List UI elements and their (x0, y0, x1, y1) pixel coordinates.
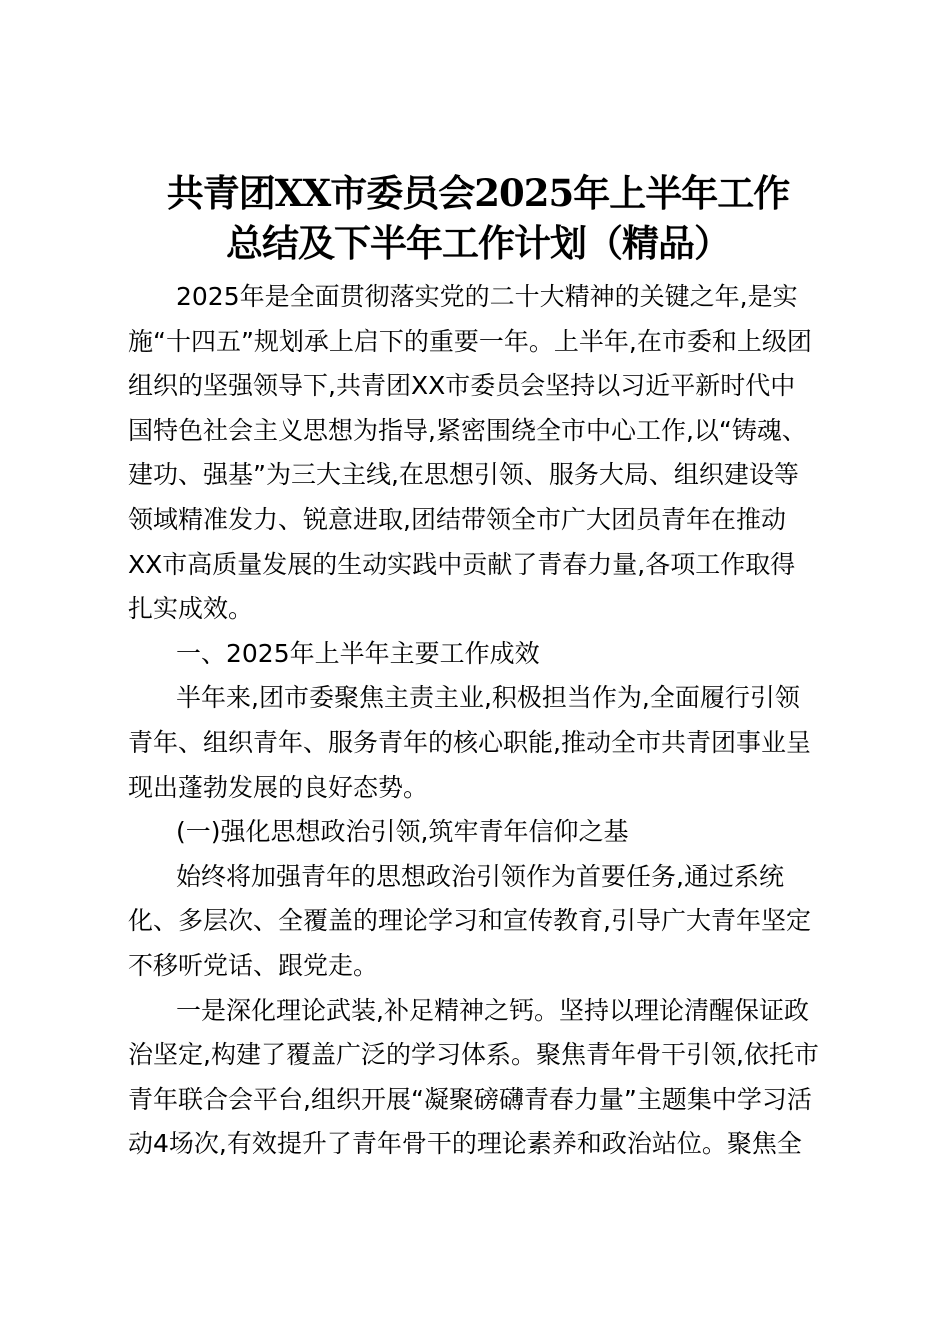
section-heading (128, 810, 828, 855)
text-line: 国特色社会主义思想为指导,紧密围绕全市中心工作,以“铸魂、 (128, 415, 807, 445)
text-line: 领域精准发力、锐意进取,团结带领全市广大团员青年在推动 (128, 504, 786, 534)
paragraph (128, 855, 828, 989)
text-line: (一)强化思想政治引领,筑牢青年信仰之基 (176, 817, 629, 847)
document-title (100, 168, 856, 268)
title-line: 总结及下半年工作计划（精品） (226, 221, 730, 265)
text-line: 施“十四五”规划承上启下的重要一年。上半年,在市委和上级团 (128, 326, 812, 356)
paragraph (128, 676, 828, 810)
text-line: 不移听党话、跟党走。 (128, 950, 379, 980)
text-line: 始终将加强青年的思想政治引领作为首要任务,通过系统 (176, 861, 784, 891)
paragraph (128, 989, 828, 1167)
text-line: 青年联合会平台,组织开展“凝聚磅礴青春力量”主题集中学习活 (128, 1084, 812, 1114)
text-line: 青年、组织青年、服务青年的核心职能,推动全市共青团事业呈 (128, 727, 811, 757)
document-body (128, 275, 828, 1167)
text-line: 化、多层次、全覆盖的理论学习和宣传教育,引导广大青年坚定 (128, 906, 811, 936)
text-line: 一是深化理论武装,补足精神之钙。坚持以理论清醒保证政 (176, 995, 809, 1025)
text-line: 现出蓬勃发展的良好态势。 (128, 772, 429, 802)
text-line: 一、2025年上半年主要工作成效 (176, 638, 540, 668)
text-line: 组织的坚强领导下,共青团XX市委员会坚持以习近平新时代中 (128, 371, 796, 401)
title-line: 共青团XX市委员会2025年上半年工作 (166, 171, 790, 215)
text-line: 建功、强基”为三大主线,在思想引领、服务大局、组织建设等 (128, 460, 799, 490)
text-line: 半年来,团市委聚焦主责主业,积极担当作为,全面履行引领 (176, 683, 800, 713)
text-line: 2025年是全面贯彻落实党的二十大精神的关键之年,是实 (176, 282, 798, 311)
paragraph (128, 275, 828, 632)
text-line: 扎实成效。 (128, 594, 254, 624)
text-line: XX市高质量发展的生动实践中贡献了青春力量,各项工作取得 (128, 549, 796, 579)
section-heading (128, 632, 828, 677)
text-line: 治坚定,构建了覆盖广泛的学习体系。聚焦青年骨干引领,依托市 (128, 1040, 819, 1070)
text-line: 动4场次,有效提升了青年骨干的理论素养和政治站位。聚焦全 (128, 1129, 802, 1159)
